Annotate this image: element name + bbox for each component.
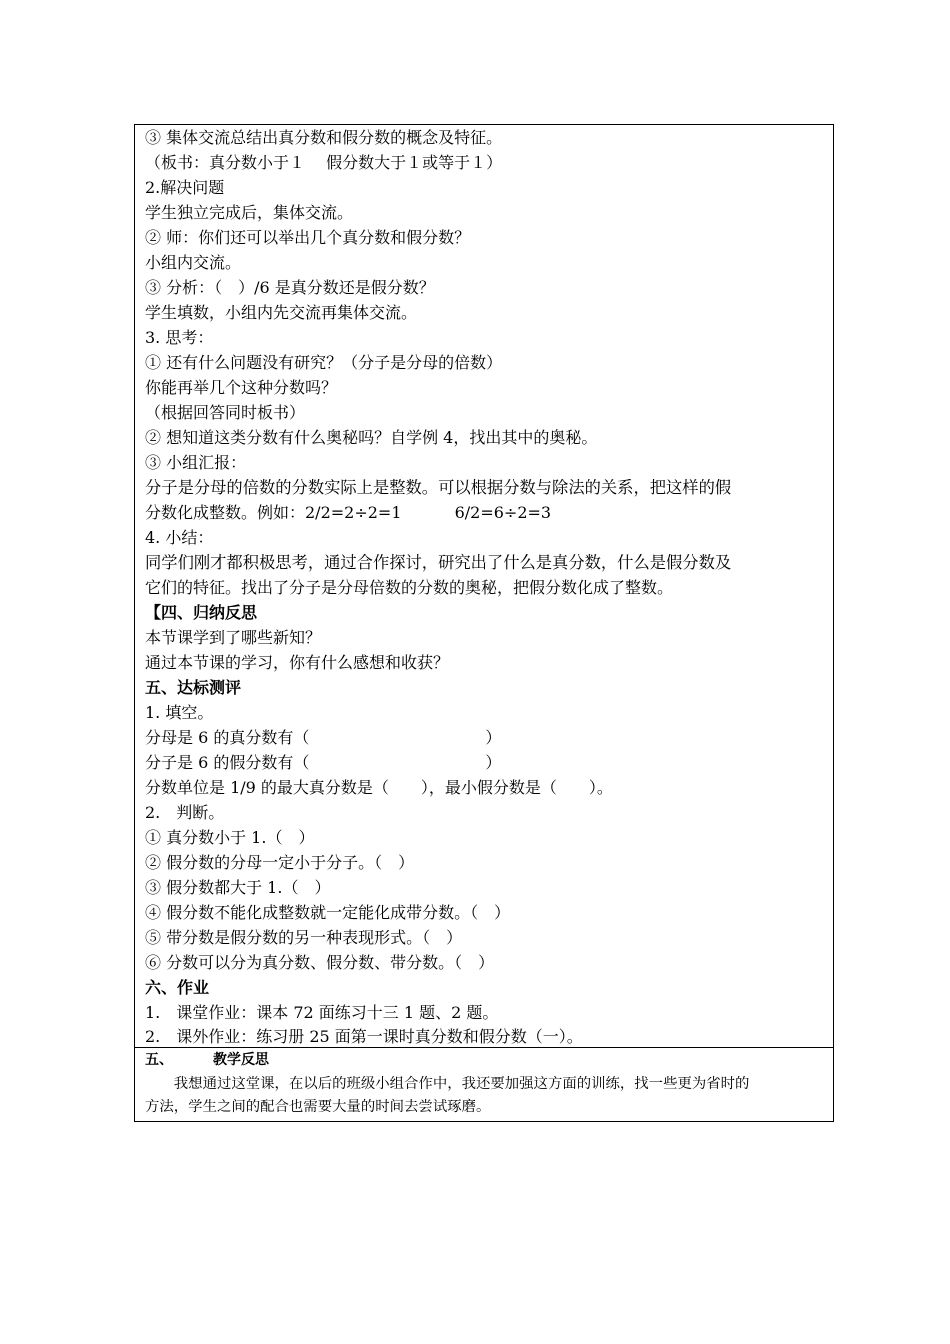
text-line: ① 真分数小于 1.（ ） bbox=[145, 828, 315, 847]
section-heading: 五、达标测评 bbox=[145, 678, 242, 697]
text-line: 它们的特征。找出了分子是分母倍数的分数的奥秘，把假分数化成了整数。 bbox=[145, 578, 674, 597]
text-line: 1. 课堂作业：课本 72 面练习十三 1 题、2 题。 bbox=[145, 1003, 499, 1022]
text-line: 你能再举几个这种分数吗？ bbox=[145, 378, 338, 397]
text-line: ③ 假分数都大于 1.（ ） bbox=[145, 878, 331, 897]
section-heading: 六、作业 bbox=[145, 978, 210, 997]
text-line: ④ 假分数不能化成整数就一定能化成带分数。（ ） bbox=[145, 903, 511, 922]
text-line: 同学们刚才都积极思考，通过合作探讨，研究出了什么是真分数，什么是假分数及 bbox=[145, 553, 732, 572]
lesson-table bbox=[134, 124, 834, 1122]
reflection-heading-number: 五、 bbox=[145, 1052, 173, 1068]
text-line: 2. 课外作业：练习册 25 面第一课时真分数和假分数（一）。 bbox=[145, 1027, 583, 1046]
text-line: ② 想知道这类分数有什么奥秘吗？自学例 4，找出其中的奥秘。 bbox=[145, 428, 598, 447]
lesson-content-cell bbox=[135, 125, 833, 1047]
text-line: 分子是 6 的假分数有（ ） bbox=[145, 753, 502, 772]
text-line: ① 还有什么问题没有研究？（分子是分母的倍数） bbox=[145, 353, 503, 372]
text-line: ③ 分析：（ ）/6 是真分数还是假分数？ bbox=[145, 278, 435, 297]
text-line: 2. 判断。 bbox=[145, 803, 225, 822]
text-line: ③ 小组汇报： bbox=[145, 453, 247, 472]
text-line: 1. 填空。 bbox=[145, 703, 214, 722]
reflection-text: 方法，学生之间的配合也需要大量的时间去尝试琢磨。 bbox=[145, 1099, 491, 1115]
text-line: ② 假分数的分母一定小于分子。（ ） bbox=[145, 853, 415, 872]
text-line: 学生填数，小组内先交流再集体交流。 bbox=[145, 303, 418, 322]
reflection-cell bbox=[135, 1048, 833, 1122]
text-line: ② 师：你们还可以举出几个真分数和假分数？ bbox=[145, 228, 471, 247]
text-line: ⑤ 带分数是假分数的另一种表现形式。（ ） bbox=[145, 928, 463, 947]
section-heading: 2.解决问题 bbox=[145, 178, 225, 197]
reflection-text: 我想通过这堂课，在以后的班级小组合作中，我还要加强这方面的训练，找一些更为省时的 bbox=[145, 1076, 750, 1092]
reflection-heading-text: 教学反思 bbox=[213, 1052, 269, 1068]
text-line: 分子是分母的倍数的分数实际上是整数。可以根据分数与除法的关系，把这样的假 bbox=[145, 478, 732, 497]
text-line: 学生独立完成后，集体交流。 bbox=[145, 203, 354, 222]
section-heading: 4. 小结： bbox=[145, 528, 214, 547]
text-line: 分数单位是 1/9 的最大真分数是（ ），最小假分数是（ ）。 bbox=[145, 778, 613, 797]
text-line: ⑥ 分数可以分为真分数、假分数、带分数。（ ） bbox=[145, 953, 495, 972]
text-line: （根据回答同时板书） bbox=[145, 403, 306, 422]
text-line: 分母是 6 的真分数有（ ） bbox=[145, 728, 502, 747]
text-line: （板书：真分数小于１ 假分数大于１或等于１） bbox=[145, 153, 503, 172]
text-line: ③ 集体交流总结出真分数和假分数的概念及特征。 bbox=[145, 128, 503, 147]
text-line: 分数化成整数。例如：2/2=2÷2=1 6/2=6÷2=3 bbox=[145, 503, 552, 522]
section-heading: 【四、归纳反思 bbox=[145, 603, 258, 622]
section-heading: 3. 思考： bbox=[145, 328, 214, 347]
text-line: 通过本节课的学习，你有什么感想和收获？ bbox=[145, 653, 450, 672]
text-line: 本节课学到了哪些新知？ bbox=[145, 628, 322, 647]
reflection-heading bbox=[145, 1051, 269, 1069]
text-line: 小组内交流。 bbox=[145, 253, 242, 272]
